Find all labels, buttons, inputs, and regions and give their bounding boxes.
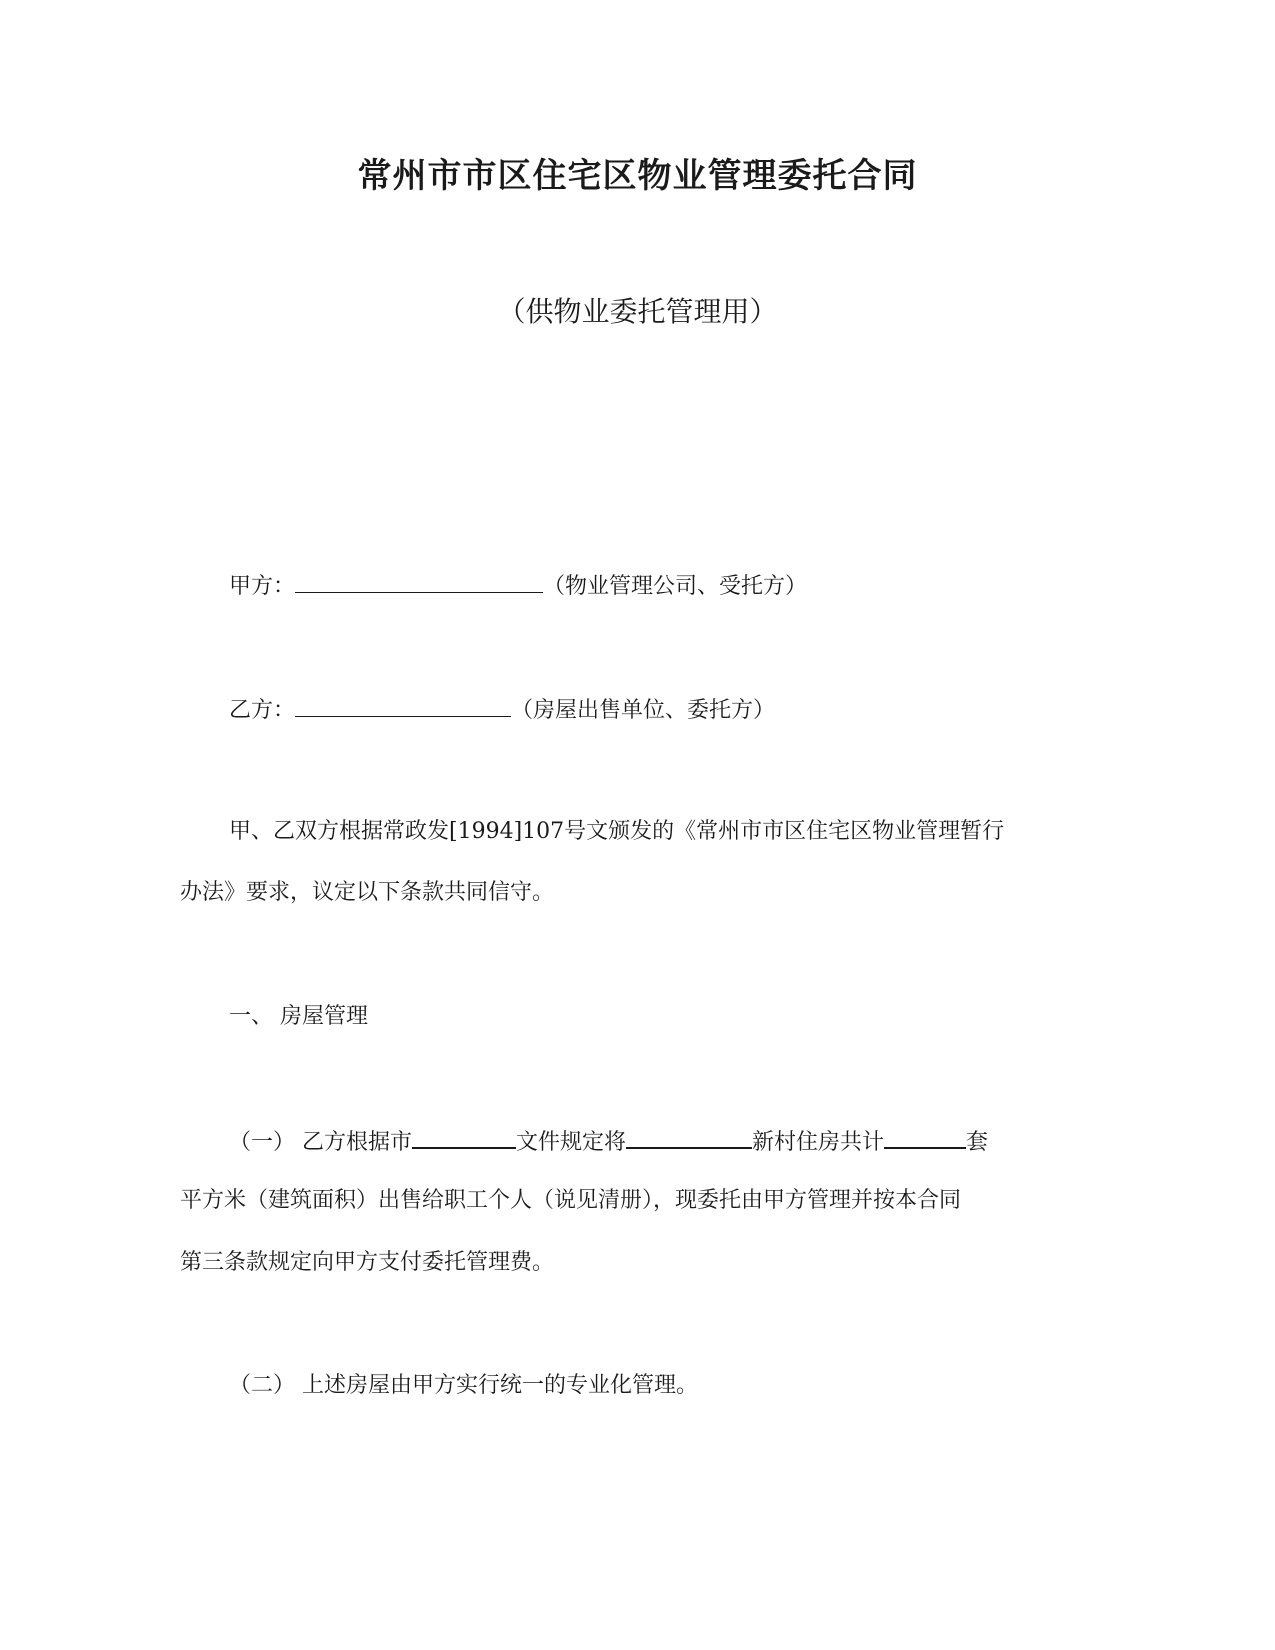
clause-1-blank-document[interactable] bbox=[412, 1125, 516, 1149]
party-a-line bbox=[229, 570, 807, 602]
party-b-label: 乙方： bbox=[229, 698, 296, 723]
party-b-note: （房屋出售单位、委托方） bbox=[511, 698, 776, 723]
party-b-line bbox=[229, 694, 775, 726]
intro-line-1: 甲、乙双方根据常政发[1994]107号文颁发的《常州市市区住宅区物业管理暂行 bbox=[229, 819, 1005, 844]
clause-1-seg-1: （一） 乙方根据市 bbox=[229, 1130, 412, 1155]
party-a-label: 甲方： bbox=[229, 574, 296, 599]
section-1-heading: 一、 房屋管理 bbox=[229, 1004, 368, 1029]
party-a-note: （物业管理公司、受托方） bbox=[543, 574, 808, 599]
party-b-blank[interactable] bbox=[295, 694, 511, 717]
clause-2-line: （二） 上述房屋由甲方实行统一的专业化管理。 bbox=[229, 1373, 698, 1398]
document-title: 常州市市区住宅区物业管理委托合同 bbox=[357, 156, 918, 196]
clause-1-seg-2: 文件规定将 bbox=[516, 1130, 627, 1155]
intro-line-2: 办法》要求，议定以下条款共同信守。 bbox=[180, 880, 555, 905]
clause-1-line-1 bbox=[229, 1125, 988, 1158]
clause-1-blank-village[interactable] bbox=[626, 1125, 752, 1149]
clause-1-blank-count[interactable] bbox=[884, 1125, 966, 1149]
clause-1-line-2: 平方米（建筑面积）出售给职工个人（说见清册），现委托由甲方管理并按本合同 bbox=[180, 1188, 962, 1213]
party-a-blank[interactable] bbox=[295, 570, 543, 593]
clause-1-seg-4: 套 bbox=[966, 1130, 989, 1155]
clause-1-line-3: 第三条款规定向甲方支付委托管理费。 bbox=[180, 1250, 555, 1275]
document-subtitle: （供物业委托管理用） bbox=[497, 295, 778, 328]
clause-1-seg-3: 新村住房共计 bbox=[752, 1130, 885, 1155]
